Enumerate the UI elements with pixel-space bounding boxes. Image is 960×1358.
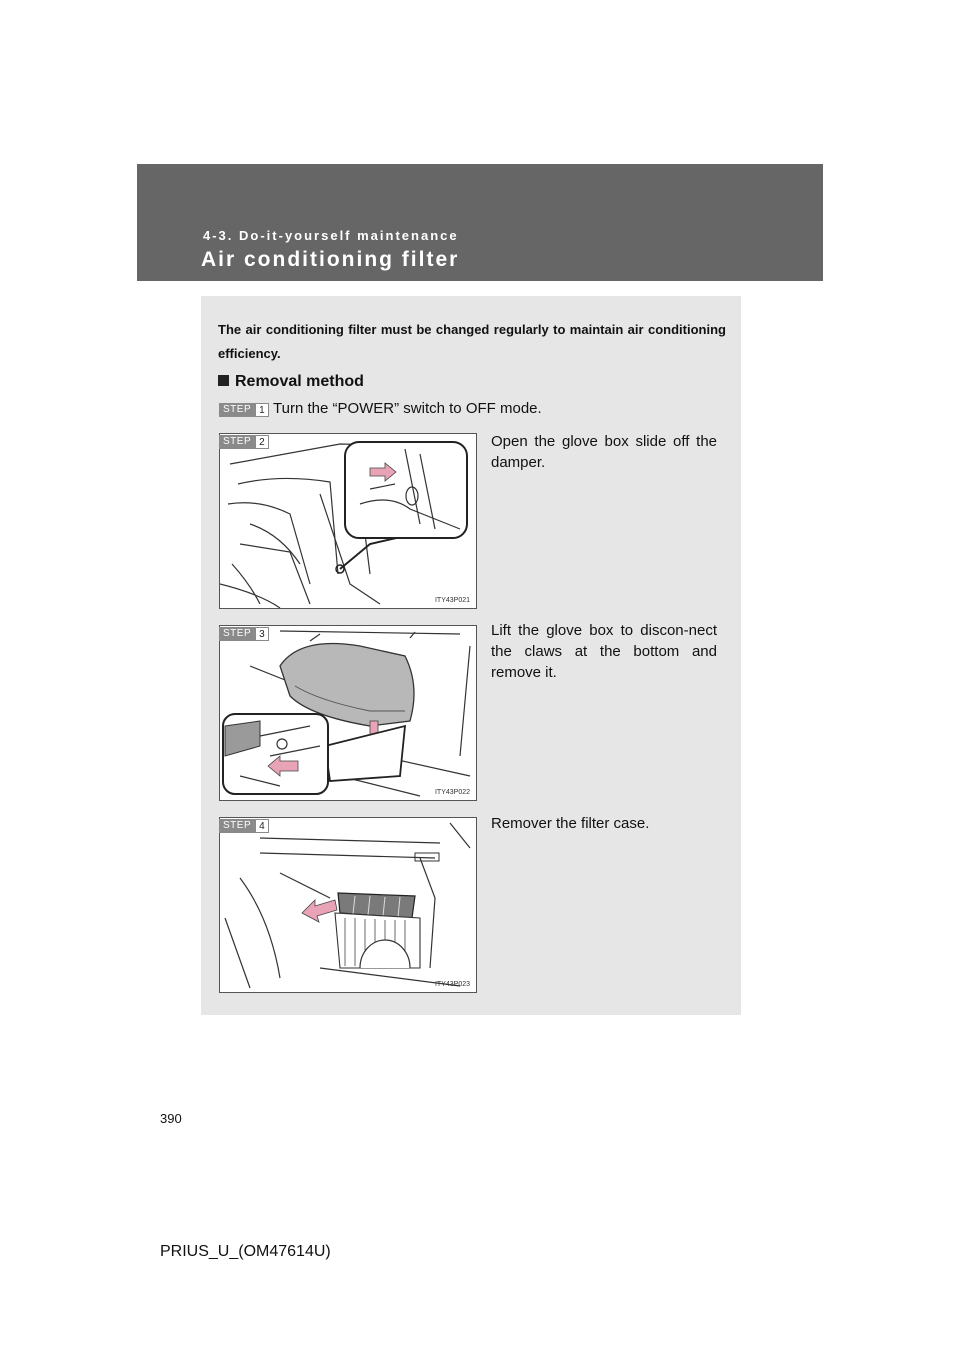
- step-3-figure: [219, 625, 477, 801]
- figure-code: ITY43P022: [434, 789, 470, 796]
- step-number: 3: [255, 627, 269, 641]
- step-word: STEP: [219, 403, 255, 417]
- figure-code: ITY43P021: [434, 597, 470, 604]
- step-word: STEP: [219, 435, 255, 449]
- glove-box-removal-illustration: [220, 626, 476, 800]
- figure-code: ITY43P023: [434, 981, 470, 988]
- filter-case-illustration: [220, 818, 476, 992]
- step-word: STEP: [219, 819, 255, 833]
- step-1-badge: [219, 403, 269, 417]
- step-number: 1: [255, 403, 269, 417]
- step-4-badge: [219, 819, 269, 833]
- step-4-figure: [219, 817, 477, 993]
- step-2-figure: [219, 433, 477, 609]
- intro-text: The air conditioning filter must be changed regularly to maintain air conditioning efficiency.: [218, 322, 726, 361]
- page-number: 390: [160, 1111, 182, 1126]
- step-number: 2: [255, 435, 269, 449]
- header-band: [137, 164, 823, 281]
- glove-box-damper-illustration: [220, 434, 476, 608]
- step-3-badge: [219, 627, 269, 641]
- step-1-text: Turn the “POWER” switch to OFF mode.: [273, 400, 542, 417]
- removal-heading: [218, 373, 364, 391]
- step-number: 4: [255, 819, 269, 833]
- arrow-left-icon: [302, 900, 337, 922]
- square-bullet-icon: [218, 375, 229, 386]
- step-3-text: Lift the glove box to discon-nect the claws at the bottom and remove it.: [491, 622, 717, 681]
- removal-heading-text: Removal method: [235, 373, 364, 390]
- step-2-badge: [219, 435, 269, 449]
- page-title: Air conditioning filter: [201, 248, 460, 271]
- step-2-text: Open the glove box slide off the damper.: [491, 433, 717, 471]
- section-label: 4-3. Do-it-yourself maintenance: [203, 228, 459, 243]
- step-word: STEP: [219, 627, 255, 641]
- footer-code: PRIUS_U_(OM47614U): [160, 1243, 331, 1260]
- step-4-text: Remover the filter case.: [491, 815, 650, 832]
